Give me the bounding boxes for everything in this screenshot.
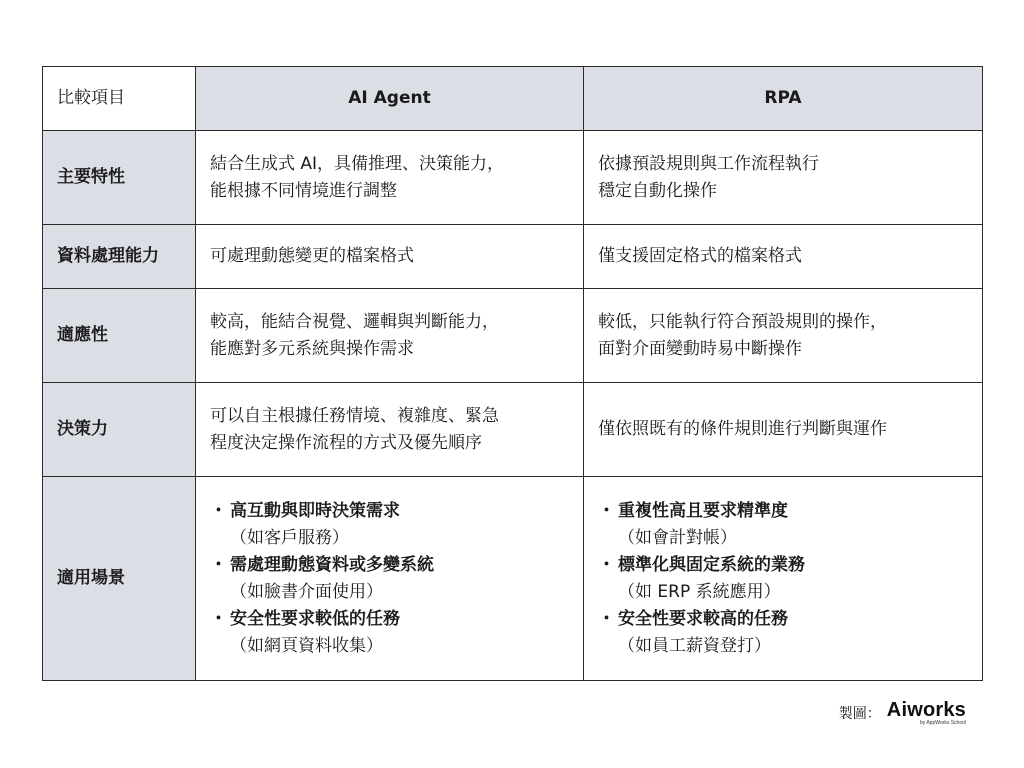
cell-line: 能根據不同情境進行調整: [210, 180, 397, 201]
bullet-title: 需處理動態資料或多變系統: [230, 554, 434, 575]
comparison-table: [42, 66, 983, 681]
logo-wordmark: Aiworks: [886, 699, 966, 721]
ai-agent-cell: [196, 477, 584, 681]
credit: [839, 700, 966, 726]
bullet-dot: ・: [598, 500, 615, 521]
bullet-dot: ・: [598, 554, 615, 575]
rpa-cell: [584, 289, 983, 383]
cell-line: 程度決定操作流程的方式及優先順序: [210, 432, 482, 453]
cell-line: 僅依照既有的條件規則進行判斷與運作: [598, 419, 887, 439]
list-item: [598, 498, 968, 552]
list-item: [598, 552, 968, 606]
list-item: [598, 606, 968, 660]
rpa-cell: [584, 225, 983, 289]
bullet-list: [598, 498, 968, 660]
row-header: 主要特性: [43, 131, 196, 225]
bullet-list: [210, 498, 569, 660]
credit-label: 製圖：: [838, 706, 881, 722]
rpa-cell: [584, 477, 983, 681]
ai-agent-cell: [196, 289, 584, 383]
bullet-title: 高互動與即時決策需求: [230, 500, 400, 521]
bullet-title: 標準化與固定系統的業務: [618, 554, 805, 575]
cell-line: 較高，能結合視覺、邏輯與判斷能力，: [210, 311, 499, 332]
column-header-rpa: RPA: [584, 67, 983, 131]
bullet-note: （如員工薪資登打）: [618, 635, 771, 656]
logo-subtext: by AppWorks School: [919, 720, 966, 726]
list-item: [210, 606, 569, 660]
table-header-row: [43, 67, 983, 131]
bullet-note: （如會計對帳）: [618, 527, 737, 548]
bullet-note: （如 ERP 系統應用）: [618, 581, 781, 602]
bullet-title: 安全性要求較高的任務: [618, 608, 788, 629]
row-header: 適用場景: [43, 477, 196, 681]
cell-line: 面對介面變動時易中斷操作: [598, 338, 802, 359]
row-header: 適應性: [43, 289, 196, 383]
ai-agent-cell: [196, 225, 584, 289]
rpa-cell: [584, 131, 983, 225]
bullet-dot: ・: [598, 608, 615, 629]
ai-agent-cell: [196, 131, 584, 225]
aiworks-logo: [887, 700, 966, 726]
cell-line: 依據預設規則與工作流程執行: [598, 153, 819, 174]
row-header: 決策力: [43, 383, 196, 477]
list-item: [210, 498, 569, 552]
bullet-note: （如臉書介面使用）: [230, 581, 383, 602]
cell-line: 較低，只能執行符合預設規則的操作，: [598, 311, 887, 332]
table-row: [43, 477, 983, 681]
bullet-dot: ・: [210, 500, 227, 521]
rpa-cell: [584, 383, 983, 477]
ai-agent-cell: [196, 383, 584, 477]
cell-line: 能應對多元系統與操作需求: [210, 338, 414, 359]
cell-line: 可處理動態變更的檔案格式: [210, 246, 414, 266]
bullet-note: （如客戶服務）: [230, 527, 349, 548]
table-row: [43, 289, 983, 383]
table-row: [43, 383, 983, 477]
bullet-dot: ・: [210, 554, 227, 575]
corner-header: 比較項目: [43, 67, 196, 131]
column-header-ai-agent: AI Agent: [196, 67, 584, 131]
row-header: 資料處理能力: [43, 225, 196, 289]
list-item: [210, 552, 569, 606]
bullet-dot: ・: [210, 608, 227, 629]
cell-line: 結合生成式 AI，具備推理、決策能力，: [210, 153, 505, 174]
table-row: [43, 225, 983, 289]
cell-line: 可以自主根據任務情境、複雜度、緊急: [210, 405, 499, 426]
table-row: [43, 131, 983, 225]
bullet-note: （如網頁資料收集）: [230, 635, 383, 656]
bullet-title: 安全性要求較低的任務: [230, 608, 400, 629]
cell-line: 穩定自動化操作: [598, 180, 717, 201]
cell-line: 僅支援固定格式的檔案格式: [598, 246, 802, 266]
bullet-title: 重複性高且要求精準度: [618, 500, 788, 521]
